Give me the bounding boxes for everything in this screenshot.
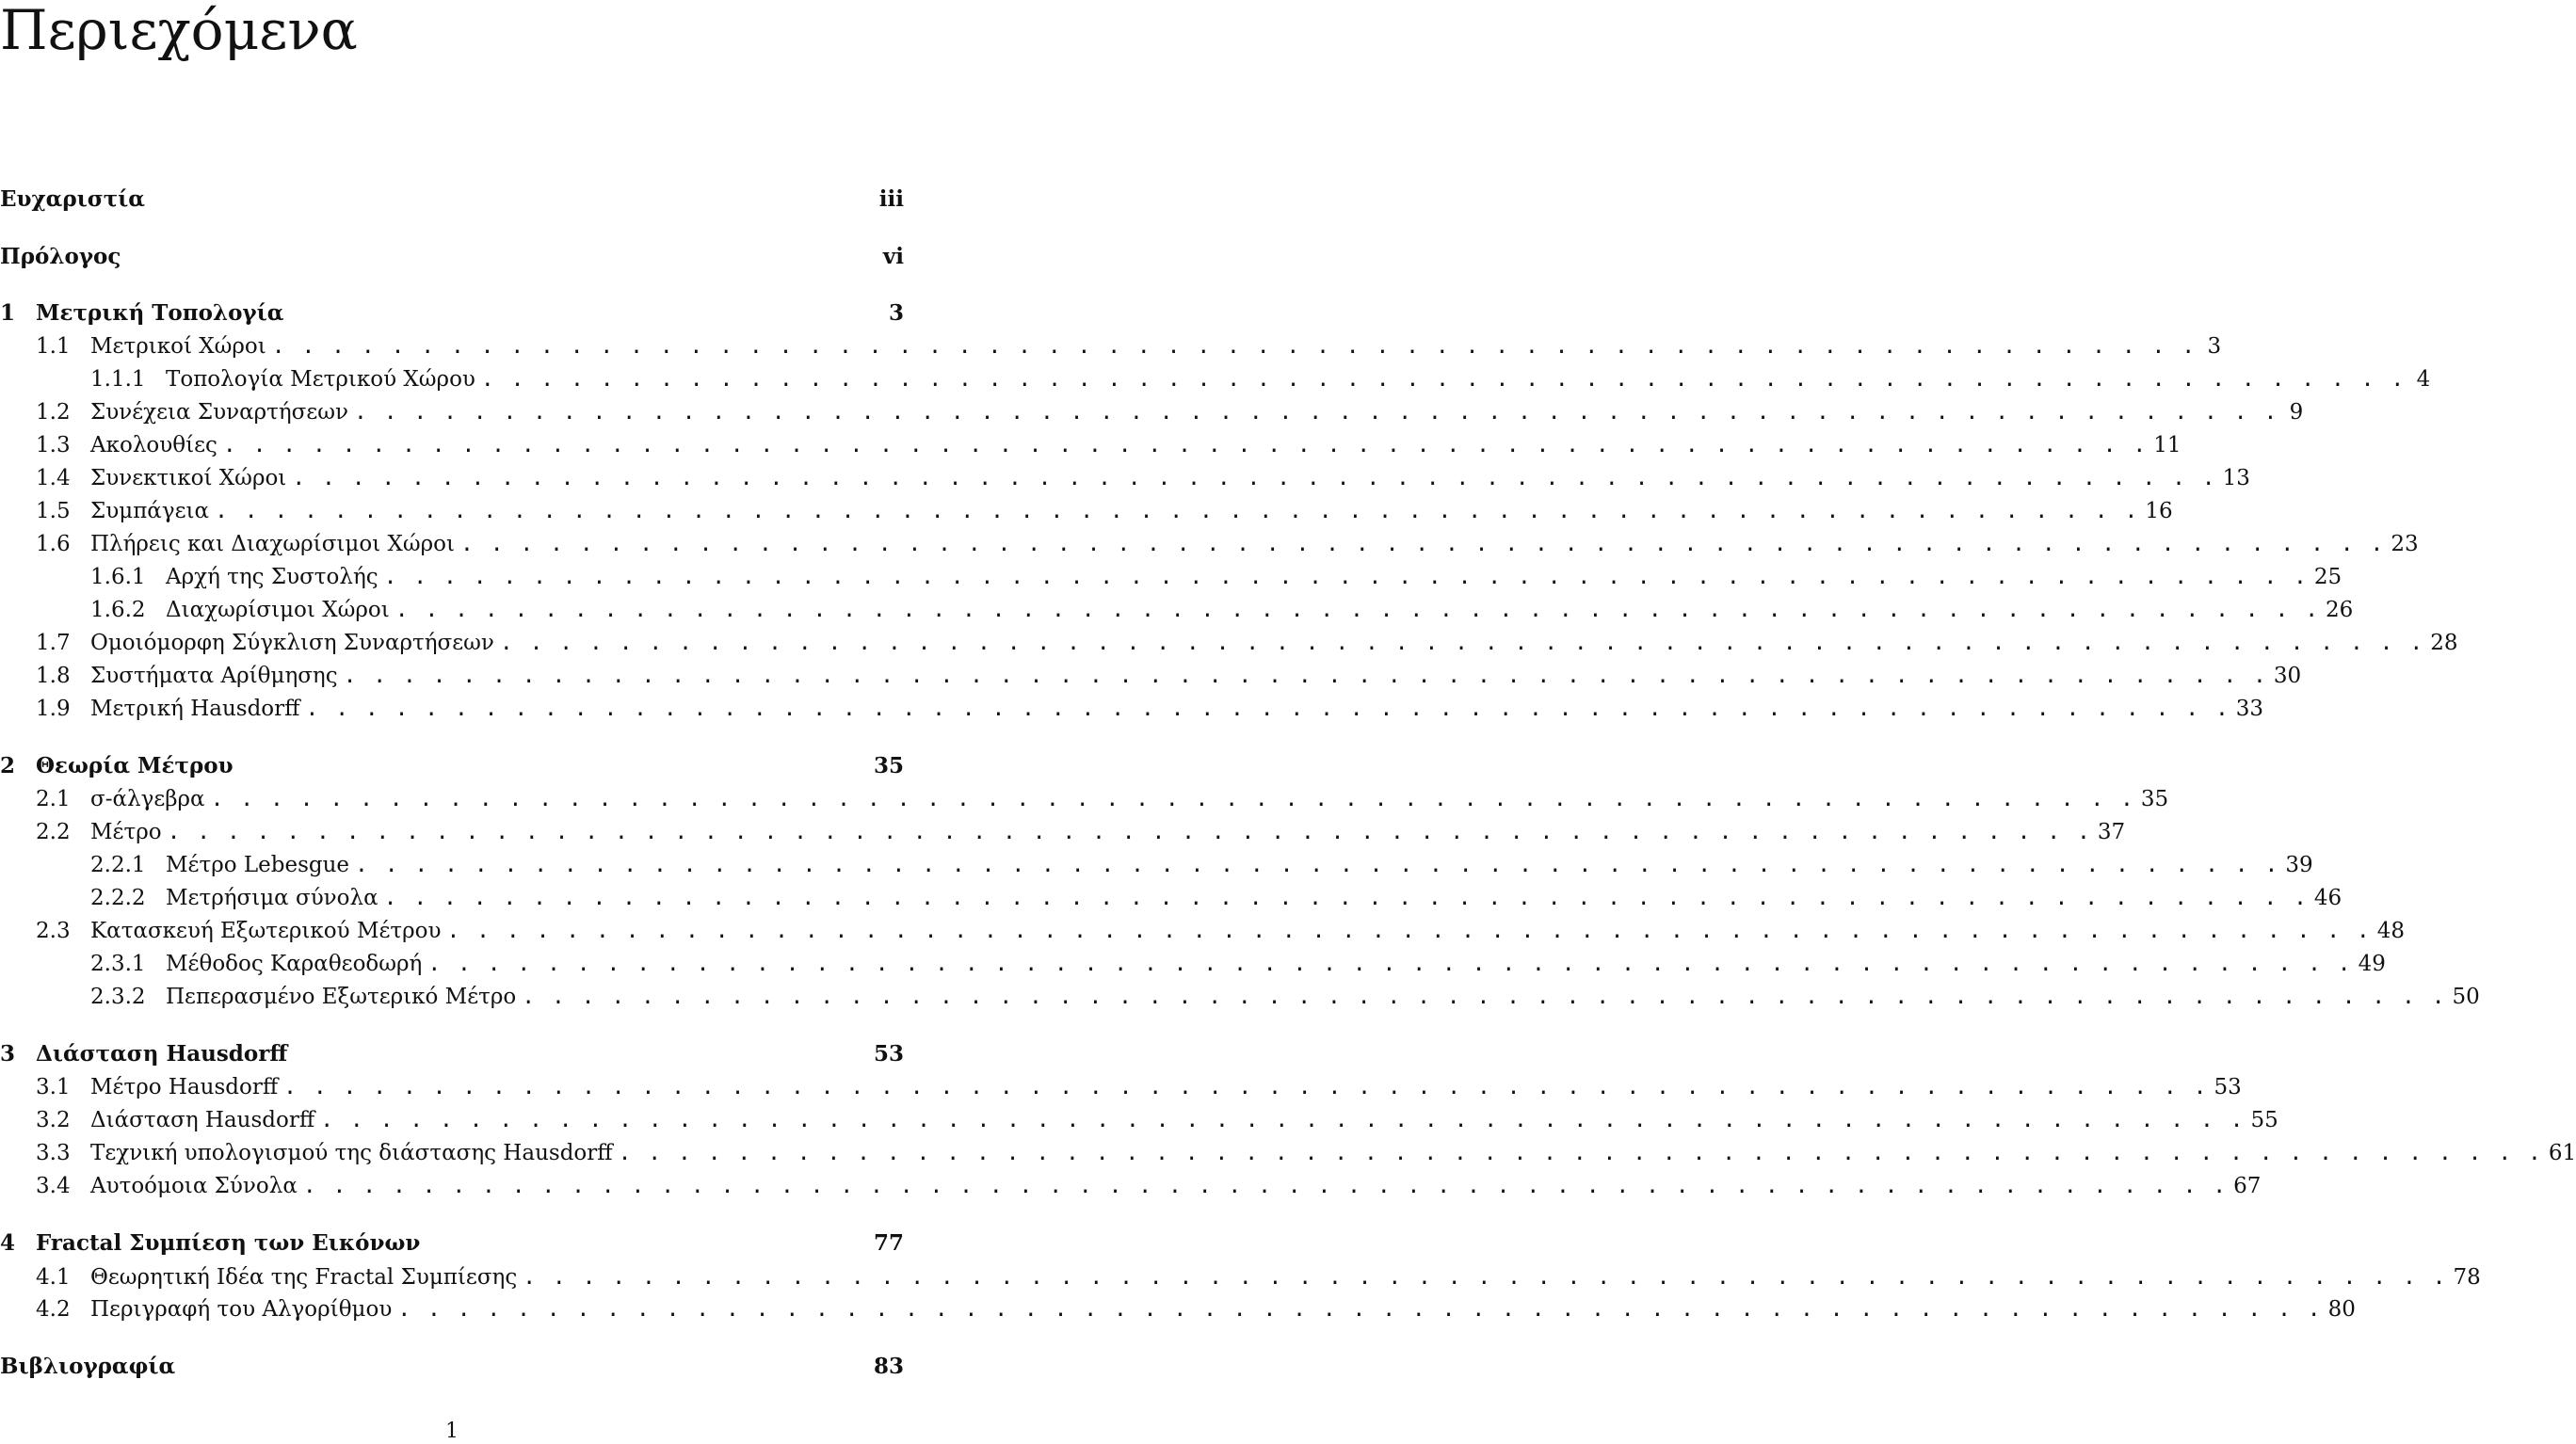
toc-entry-title: Μέτρο xyxy=(90,820,162,844)
toc-entry-number: 1.6.1 xyxy=(90,565,146,589)
toc-entry-number: 4.1 xyxy=(36,1265,71,1290)
toc-entry-page: 67 xyxy=(2233,1174,2262,1198)
toc-chapter-entry[interactable] xyxy=(0,1353,904,1381)
toc-entry-page: 49 xyxy=(2358,952,2386,976)
toc-entry-number: 1.1 xyxy=(36,334,71,359)
toc-entry-page: 53 xyxy=(873,1041,904,1067)
toc-entry-page: 11 xyxy=(2153,433,2182,457)
dot-leader: . . . . . . . . . . . . . . . . . . . . . . . . . . . . . . . . . . . . . . . . . . . . . . . . . . . . . . . . . . . . . . . . . xyxy=(480,367,2407,392)
dot-leader: . . . . . . . . . . . . . . . . . . . . . . . . . . . . . . . . . . . . . . . . . . . . . . . . . . . . . . . . . . . . . . . . . xyxy=(210,787,2135,811)
toc-entry-number: 1.9 xyxy=(36,697,71,721)
dot-leader: . . . . . . . . . . . . . . . . . . . . . . . . . . . . . . . . . . . . . . . . . . . . . . . . . . . . . . . . . . . . . . . . . xyxy=(355,853,2280,877)
toc-chapter-entry[interactable] xyxy=(0,299,904,328)
toc-section-entry[interactable] xyxy=(0,1295,2356,1324)
toc-entry-title: Πεπερασμένο Εξωτερικό Μέτρο xyxy=(166,985,517,1009)
toc-section-entry[interactable] xyxy=(0,530,2419,558)
toc-entry-title: Διάσταση Hausdorff xyxy=(36,1041,288,1067)
toc-section-entry[interactable] xyxy=(0,1106,2278,1134)
toc-entry-page: 23 xyxy=(2391,532,2419,556)
toc-entry-number: 2.3.1 xyxy=(90,952,146,976)
dot-leader: . . . . . . . . . . . . . . . . . . . . . . . . . . . . . . . . . . . . . . . . . . . . . . . . . . . . . . . . . . . . . . . . . xyxy=(167,820,2092,844)
toc-entry-title: Πρόλογος xyxy=(0,244,121,269)
dot-leader: . . . . . . . . . . . . . . . . . . . . . . . . . . . . . . . . . . . . . . . . . . . . . . . . . . . . . . . . . . . . . . . . . xyxy=(446,919,2372,943)
toc-entry-page: 30 xyxy=(2273,664,2302,688)
dot-leader: . . . . . . . . . . . . . . . . . . . . . . . . . . . . . . . . . . . . . . . . . . . . . . . . . . . . . . . . . . . . . . . . . xyxy=(302,1174,2229,1198)
toc-entry-page: iii xyxy=(878,186,904,212)
toc-entry-number: 3 xyxy=(0,1041,16,1067)
toc-entry-number: 2.3.2 xyxy=(90,985,146,1009)
toc-entry-number: 3.3 xyxy=(36,1141,71,1165)
dot-leader: . . . . . . . . . . . . . . . . . . . . . . . . . . . . . . . . . . . . . . . . . . . . . . . . . . . . . . . . . . . . . . . . . xyxy=(427,952,2353,976)
toc-chapter-entry[interactable] xyxy=(0,752,904,780)
toc-entry-page: 16 xyxy=(2145,499,2173,523)
dot-leader: . . . . . . . . . . . . . . . . . . . . . . . . . . . . . . . . . . . . . . . . . . . . . . . . . . . . . . . . . . . . . . . . . xyxy=(354,400,2279,425)
toc-entry-title: Μετρήσιμα σύνολα xyxy=(166,886,378,910)
toc-entry-number: 1.3 xyxy=(36,433,71,457)
toc-entry-page: 3 xyxy=(888,300,904,326)
dot-leader: . . . . . . . . . . . . . . . . . . . . . . . . . . . . . . . . . . . . . . . . . . . . . . . . . . . . . . . . . . . . . . . . . xyxy=(394,598,2321,622)
toc-section-entry[interactable] xyxy=(0,464,2250,492)
toc-entry-page: 33 xyxy=(2235,697,2264,721)
toc-section-entry[interactable] xyxy=(0,662,2302,690)
toc-entry-title: Συνέχεια Συναρτήσεων xyxy=(90,400,348,425)
toc-entry-page: 77 xyxy=(873,1230,904,1256)
toc-entry-title: Ομοιόμορφη Σύγκλιση Συναρτήσεων xyxy=(90,631,494,655)
toc-entry-page: 55 xyxy=(2250,1108,2278,1132)
toc-chapter-entry[interactable] xyxy=(0,1040,904,1068)
toc-entry-title: Βιβλιογραφία xyxy=(0,1354,176,1379)
toc-section-entry[interactable] xyxy=(0,917,2406,945)
toc-section-entry[interactable] xyxy=(0,1172,2262,1200)
dot-leader: . . . . . . . . . . . . . . . . . . . . . . . . . . . . . . . . . . . . . . . . . . . . . . . . . . . . . . . . . . . . . . . . . xyxy=(343,664,2268,688)
toc-entry-page: 83 xyxy=(873,1354,904,1379)
toc-chapter-entry[interactable] xyxy=(0,1229,904,1258)
toc-entry-number: 1.7 xyxy=(36,631,71,655)
toc-entry-number: 1.6 xyxy=(36,532,71,556)
toc-entry-page: 53 xyxy=(2214,1075,2242,1099)
toc-chapter-entry[interactable] xyxy=(0,243,904,271)
toc-chapter-entry[interactable] xyxy=(0,185,904,214)
toc-entry-title: Μετρικοί Χώροι xyxy=(90,334,266,359)
toc-entry-title: Διαχωρίσιμοι Χώροι xyxy=(166,598,390,622)
toc-entry-page: 39 xyxy=(2285,853,2313,877)
toc-entry-page: 78 xyxy=(2453,1265,2481,1290)
toc-entry-page: 28 xyxy=(2430,631,2458,655)
toc-entry-number: 2.2.2 xyxy=(90,886,146,910)
toc-section-entry[interactable] xyxy=(0,431,2182,459)
toc-entry-number: 2.1 xyxy=(36,787,71,811)
toc-entry-title: Πλήρεις και Διαχωρίσιμοι Χώροι xyxy=(90,532,456,556)
toc-entry-number: 3.1 xyxy=(36,1075,71,1099)
toc-entry-title: Μέτρο Hausdorff xyxy=(90,1075,279,1099)
dot-leader: . . . . . . . . . . . . . . . . . . . . . . . . . . . . . . . . . . . . . . . . . . . . . . . . . . . . . . . . . . . . . . . . . xyxy=(320,1108,2246,1132)
dot-leader: . . . . . . . . . . . . . . . . . . . . . . . . . . . . . . . . . . . . . . . . . . . . . . . . . . . . . . . . . . . . . . . . . xyxy=(397,1297,2323,1322)
toc-entry-page: 48 xyxy=(2376,919,2406,943)
dot-leader: . . . . . . . . . . . . . . . . . . . . . . . . . . . . . . . . . . . . . . . . . . . . . . . . . . . . . . . . . . . . . . . . . xyxy=(383,886,2309,910)
toc-entry-page: 35 xyxy=(2140,787,2169,811)
dot-leader: . . . . . . . . . . . . . . . . . . . . . . . . . . . . . . . . . . . . . . . . . . . . . . . . . . . . . . . . . . . . . . . . . xyxy=(271,334,2198,359)
toc-entry-title: Διάσταση Hausdorff xyxy=(90,1108,315,1132)
toc-entry-number: 1.2 xyxy=(36,400,71,425)
dot-leader: . . . . . . . . . . . . . . . . . . . . . . . . . . . . . . . . . . . . . . . . . . . . . . . . . . . . . . . . . . . . . . . . . xyxy=(222,433,2149,457)
toc-entry-title: Συμπάγεια xyxy=(90,499,210,523)
dot-leader: . . . . . . . . . . . . . . . . . . . . . . . . . . . . . . . . . . . . . . . . . . . . . . . . . . . . . . . . . . . . . . . . . xyxy=(305,697,2230,721)
toc-entry-number: 1.4 xyxy=(36,466,71,490)
dot-leader: . . . . . . . . . . . . . . . . . . . . . . . . . . . . . . . . . . . . . . . . . . . . . . . . . . . . . . . . . . . . . . . . . xyxy=(215,499,2140,523)
dot-leader: . . . . . . . . . . . . . . . . . . . . . . . . . . . . . . . . . . . . . . . . . . . . . . . . . . . . . . . . . . . . . . . . . xyxy=(383,565,2309,589)
toc-entry-title: Συστήματα Αρίθμησης xyxy=(90,664,338,688)
toc-section-entry[interactable] xyxy=(0,497,2173,525)
toc-section-entry[interactable] xyxy=(0,365,2431,393)
toc-entry-title: Συνεκτικοί Χώροι xyxy=(90,466,287,490)
toc-section-entry[interactable] xyxy=(0,785,2169,813)
toc-entry-number: 4.2 xyxy=(36,1297,71,1322)
toc-entry-title: σ-άλγεβρα xyxy=(90,787,205,811)
toc-section-entry[interactable] xyxy=(0,1139,2576,1167)
toc-entry-page: 26 xyxy=(2326,598,2354,622)
toc-entry-number: 2.2 xyxy=(36,820,71,844)
toc-entry-title: Θεωρία Μέτρου xyxy=(36,753,233,778)
toc-entry-number: 2.2.1 xyxy=(90,853,146,877)
toc-entry-number: 4 xyxy=(0,1230,16,1256)
toc-entry-title: Περιγραφή του Αλγορίθμου xyxy=(90,1297,393,1322)
toc-entry-title: Μέθοδος Καραθεοδωρή xyxy=(166,952,423,976)
toc-entry-title: Τεχνική υπολογισμού της διάστασης Hausdorff xyxy=(90,1141,613,1165)
toc-entry-title: Μετρική Hausdorff xyxy=(90,697,300,721)
toc-entry-page: 4 xyxy=(2416,367,2431,392)
toc-section-entry[interactable] xyxy=(0,398,2304,426)
toc-entry-number: 3.2 xyxy=(36,1108,71,1132)
toc-section-entry[interactable] xyxy=(0,563,2343,591)
toc-entry-number: 1.6.2 xyxy=(90,598,146,622)
toc-section-entry[interactable] xyxy=(0,983,2480,1011)
dot-leader: . . . . . . . . . . . . . . . . . . . . . . . . . . . . . . . . . . . . . . . . . . . . . . . . . . . . . . . . . . . . . . . . . xyxy=(523,1265,2448,1290)
toc-entry-number: 2.3 xyxy=(36,919,71,943)
dot-leader: . . . . . . . . . . . . . . . . . . . . . . . . . . . . . . . . . . . . . . . . . . . . . . . . . . . . . . . . . . . . . . . . . xyxy=(522,985,2447,1009)
toc-entry-title: Αρχή της Συστολής xyxy=(166,565,378,589)
toc-entry-title: Αυτοόμοια Σύνολα xyxy=(90,1174,298,1198)
toc-entry-number: 1 xyxy=(0,300,16,326)
toc-entry-title: Θεωρητική Ιδέα της Fractal Συμπίεσης xyxy=(90,1265,518,1290)
toc-entry-title: Ακολουθίες xyxy=(90,433,217,457)
toc-section-entry[interactable] xyxy=(0,884,2343,912)
toc-section-entry[interactable] xyxy=(0,332,2222,361)
toc-entry-page: 13 xyxy=(2222,466,2250,490)
toc-entry-number: 1.1.1 xyxy=(90,367,146,392)
toc-section-entry[interactable] xyxy=(0,851,2313,879)
toc-section-entry[interactable] xyxy=(0,950,2386,978)
toc-section-entry[interactable] xyxy=(0,695,2264,723)
page-title: Περιεχόμενα xyxy=(0,0,358,62)
toc-entry-number: 1.8 xyxy=(36,664,71,688)
dot-leader: . . . . . . . . . . . . . . . . . . . . . . . . . . . . . . . . . . . . . . . . . . . . . . . . . . . . . . . . . . . . . . . . . xyxy=(618,1141,2543,1165)
toc-entry-page: vi xyxy=(882,244,904,269)
dot-leader: . . . . . . . . . . . . . . . . . . . . . . . . . . . . . . . . . . . . . . . . . . . . . . . . . . . . . . . . . . . . . . . . . xyxy=(283,1075,2209,1099)
toc-entry-title: Κατασκευή Εξωτερικού Μέτρου xyxy=(90,919,442,943)
toc-section-entry[interactable] xyxy=(0,596,2354,624)
toc-entry-page: 50 xyxy=(2452,985,2480,1009)
toc-entry-number: 2 xyxy=(0,753,16,778)
toc-entry-page: 80 xyxy=(2327,1297,2356,1322)
toc-section-entry[interactable] xyxy=(0,818,2126,846)
toc-section-entry[interactable] xyxy=(0,629,2458,657)
toc-entry-number: 1.5 xyxy=(36,499,71,523)
toc-entry-page: 3 xyxy=(2207,334,2222,359)
toc-entry-title: Μετρική Τοπολογία xyxy=(36,300,284,326)
toc-entry-page: 25 xyxy=(2313,565,2343,589)
toc-entry-number: 3.4 xyxy=(36,1174,71,1198)
toc-entry-title: Τοπολογία Μετρικού Χώρου xyxy=(166,367,475,392)
dot-leader: . . . . . . . . . . . . . . . . . . . . . . . . . . . . . . . . . . . . . . . . . . . . . . . . . . . . . . . . . . . . . . . . . xyxy=(499,631,2425,655)
toc-entry-page: 46 xyxy=(2313,886,2343,910)
dot-leader: . . . . . . . . . . . . . . . . . . . . . . . . . . . . . . . . . . . . . . . . . . . . . . . . . . . . . . . . . . . . . . . . . xyxy=(460,532,2386,556)
toc-entry-page: 9 xyxy=(2289,400,2304,425)
toc-entry-title: Μέτρο Lebesgue xyxy=(166,853,350,877)
toc-entry-title: Ευχαριστία xyxy=(0,186,146,212)
toc-section-entry[interactable] xyxy=(0,1263,2481,1292)
toc-section-entry[interactable] xyxy=(0,1073,2242,1101)
toc-entry-title: Fractal Συμπίεση των Εικόνων xyxy=(36,1230,421,1256)
toc-entry-page: 37 xyxy=(2097,820,2126,844)
dot-leader: . . . . . . . . . . . . . . . . . . . . . . . . . . . . . . . . . . . . . . . . . . . . . . . . . . . . . . . . . . . . . . . . . xyxy=(292,466,2217,490)
toc-entry-page: 61 xyxy=(2548,1141,2576,1165)
page-number: 1 xyxy=(445,1420,459,1443)
toc-entry-page: 35 xyxy=(873,753,904,778)
